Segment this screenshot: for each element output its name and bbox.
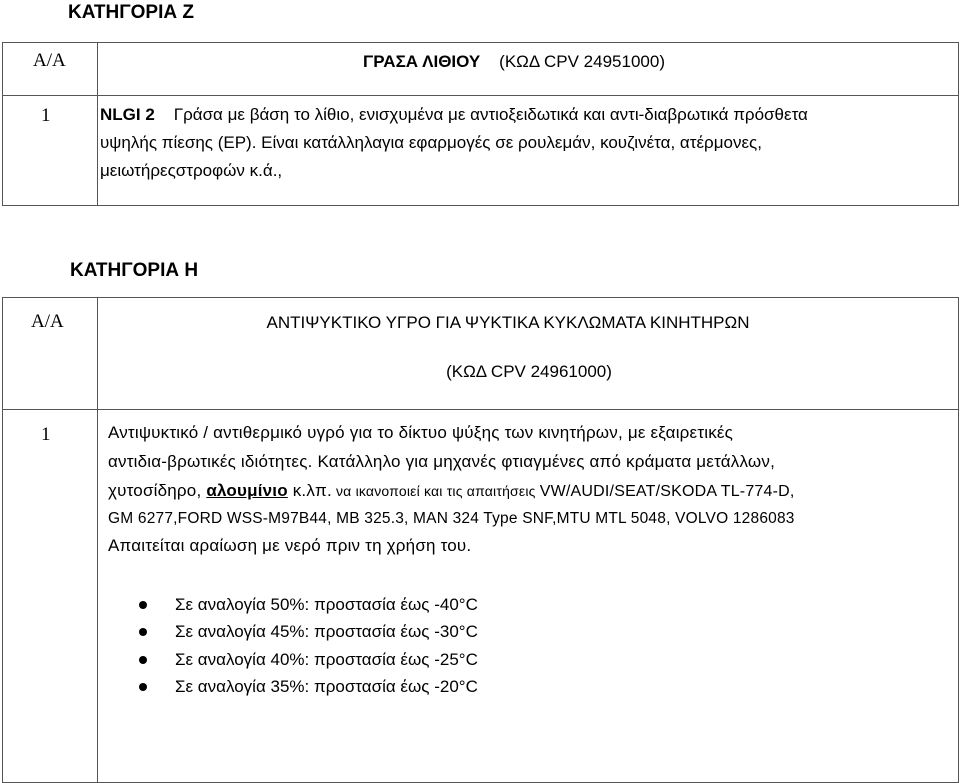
row-number: 1 xyxy=(41,424,51,445)
list-item: Σε αναλογία 40%: προστασία έως -25°C xyxy=(175,646,958,674)
product-category-title: ΓΡΑΣΑ ΛΙΘΙΟΥ xyxy=(363,52,481,71)
description-line-3: μειωτήρεςστροφών κ.ά., xyxy=(100,161,283,180)
category-h-heading: ΚΑΤΗΓΟΡΙΑ Η xyxy=(70,260,199,281)
grease-table xyxy=(2,42,959,206)
description-line-3: χυτοσίδηρο, αλουμίνιο κ.λπ. να ικανοποιεί και τις απαιτήσεις VW/AUDI/SEAT/SKODA TL-774-D, xyxy=(108,480,795,500)
description-line-2: αντιδια-βρωτικές ιδιότητες. Κατάλληλο για μηχανές φτιαγμένες από κράματα μετάλλων, xyxy=(108,451,776,471)
aluminium-underlined: αλουμίνιο xyxy=(206,480,288,500)
bullet-icon xyxy=(139,628,147,636)
category-z-heading: ΚΑΤΗΓΟΡΙΑ Ζ xyxy=(68,2,194,23)
col-label-aa: Α/Α xyxy=(33,50,66,71)
product-category-title: ΑΝΤΙΨΥΚΤΙΚΟ ΥΓΡΟ ΓΙΑ ΨΥΚΤΙΚΑ ΚΥΚΛΩΜΑΤΑ ΚΙΝΗΤΗΡΩΝ xyxy=(266,313,750,332)
list-item: Σε αναλογία 45%: προστασία έως -30°C xyxy=(175,618,958,646)
bullet-icon xyxy=(139,601,147,609)
antifreeze-table xyxy=(2,297,959,783)
description-line-5: Απαιτείται αραίωση με νερό πριν τη χρήση του. xyxy=(108,536,472,556)
cpv-code: (ΚΩΔ CPV 24951000) xyxy=(499,52,665,71)
description-line-4: GM 6277,FORD WSS-M97B44, MB 325.3, MAN 324 Type SNF,MTU MTL 5048, VOLVO 1286083 xyxy=(108,509,795,527)
col-label-aa: Α/Α xyxy=(31,311,64,332)
list-item: Σε αναλογία 50%: προστασία έως -40°C xyxy=(175,591,958,619)
bullet-icon xyxy=(139,656,147,664)
cpv-code: (ΚΩΔ CPV 24961000) xyxy=(446,362,612,381)
bullet-icon xyxy=(139,683,147,691)
product-name: NLGI 2 xyxy=(100,105,155,124)
description-line-1: Αντιψυκτικό / αντιθερμικό υγρό για το δίκτυο ψύξης των κινητήρων, με εξαιρετικές xyxy=(108,423,734,442)
row-number: 1 xyxy=(41,105,51,126)
list-item: Σε αναλογία 35%: προστασία έως -20°C xyxy=(175,673,958,701)
description-line-2: υψηλής πίεσης (ΕΡ). Είναι κατάλληλαγια εφαρμογές σε ρουλεμάν, κουζινέτα, ατέρμονες, xyxy=(100,133,762,152)
dilution-list xyxy=(175,591,958,701)
description-line-1: Γράσα με βάση το λίθιο, ενισχυμένα με αντιοξειδωτικά και αντι-διαβρωτικά πρόσθετα xyxy=(173,105,808,124)
